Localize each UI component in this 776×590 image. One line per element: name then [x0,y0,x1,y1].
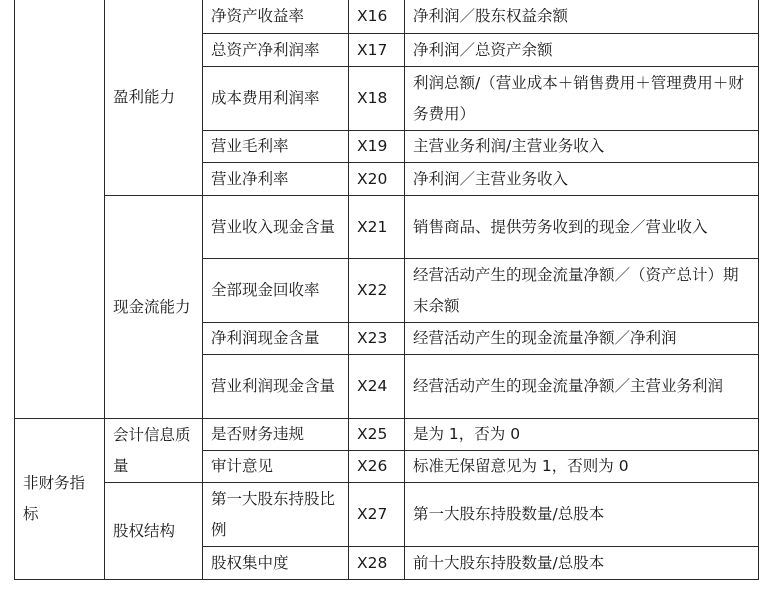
indicator-formula: 是为 1，否为 0 [405,419,759,451]
indicator-name: 净资产收益率 [203,0,349,34]
table-row [15,196,759,259]
indicator-name: 营业毛利率 [203,131,349,163]
indicator-formula: 净利润／总资产余额 [405,34,759,67]
indicator-formula: 第一大股东持股数量/总股本 [405,483,759,547]
indicator-code: X22 [349,259,405,323]
group-cell: 现金流能力 [105,196,203,419]
group-cell: 会计信息质量 [105,419,203,483]
indicator-name: 是否财务违规 [203,419,349,451]
indicator-code: X17 [349,34,405,67]
group-cell: 盈利能力 [105,0,203,196]
indicator-code: X20 [349,163,405,196]
indicator-formula: 经营活动产生的现金流量净额／（资产总计）期末余额 [405,259,759,323]
indicator-formula: 净利润／主营业务收入 [405,163,759,196]
indicator-formula: 主营业务利润/主营业务收入 [405,131,759,163]
indicator-formula: 销售商品、提供劳务收到的现金／营业收入 [405,196,759,259]
indicator-formula: 经营活动产生的现金流量净额／主营业务利润 [405,355,759,419]
table-row [15,483,759,547]
indicator-code: X16 [349,0,405,34]
indicator-code: X28 [349,547,405,580]
indicator-name: 营业利润现金含量 [203,355,349,419]
indicator-name: 总资产净利润率 [203,34,349,67]
indicator-formula: 前十大股东持股数量/总股本 [405,547,759,580]
indicator-code: X25 [349,419,405,451]
table-row [15,419,759,451]
group-cell: 股权结构 [105,483,203,580]
indicator-name: 第一大股东持股比例 [203,483,349,547]
indicator-formula: 净利润／股东权益余额 [405,0,759,34]
indicator-code: X21 [349,196,405,259]
table-row [15,0,759,34]
indicator-code: X19 [349,131,405,163]
indicator-formula: 经营活动产生的现金流量净额／净利润 [405,323,759,355]
indicator-name: 股权集中度 [203,547,349,580]
indicator-formula: 利润总额/（营业成本＋销售费用＋管理费用＋财务费用） [405,67,759,131]
indicator-code: X23 [349,323,405,355]
indicator-code: X26 [349,451,405,483]
category-cell-non-financial: 非财务指标 [15,419,105,580]
indicator-formula: 标准无保留意见为 1，否则为 0 [405,451,759,483]
indicator-code: X18 [349,67,405,131]
indicator-name: 营业净利率 [203,163,349,196]
indicator-code: X27 [349,483,405,547]
indicator-table [14,0,759,580]
indicator-name: 成本费用利润率 [203,67,349,131]
indicator-name: 审计意见 [203,451,349,483]
category-cell-financial [15,0,105,419]
indicator-name: 净利润现金含量 [203,323,349,355]
indicator-name: 营业收入现金含量 [203,196,349,259]
indicator-name: 全部现金回收率 [203,259,349,323]
indicator-code: X24 [349,355,405,419]
